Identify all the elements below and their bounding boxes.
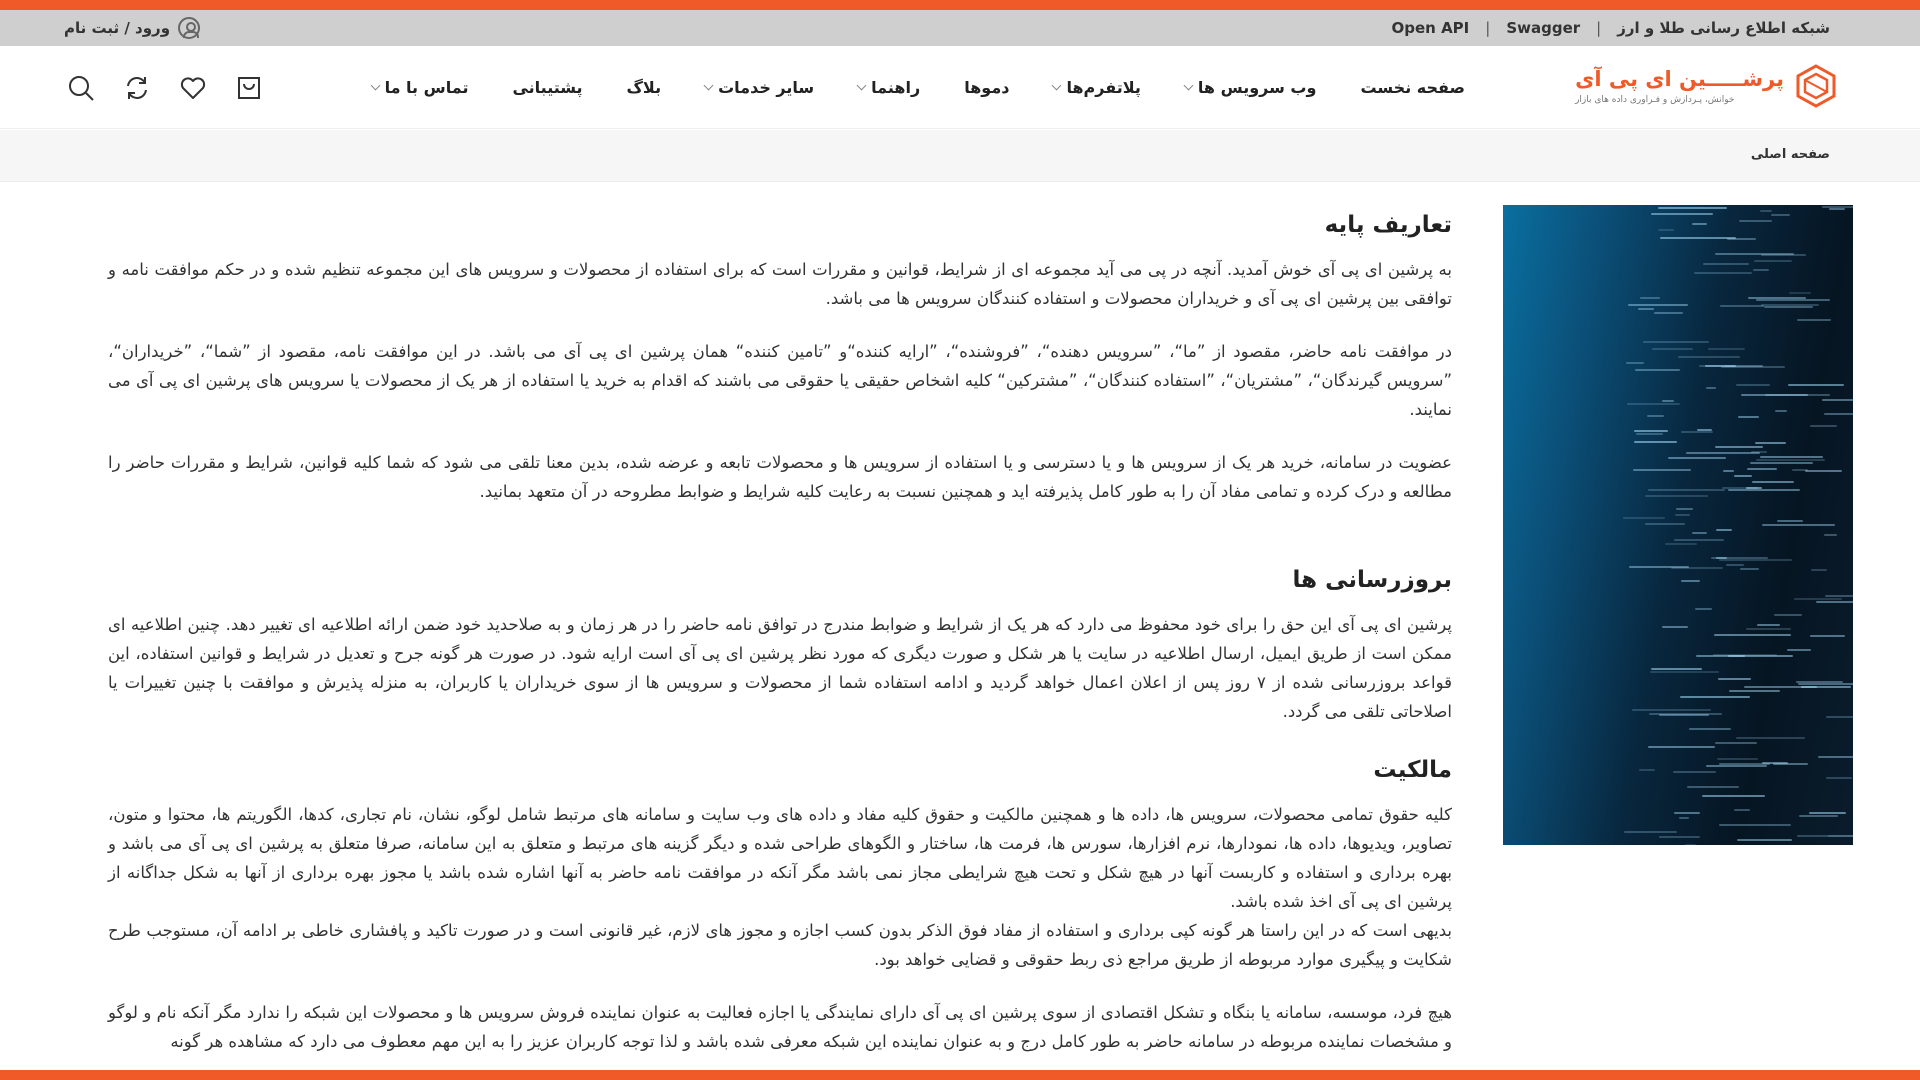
user-icon (178, 17, 200, 39)
code-line (1757, 624, 1781, 626)
paragraph: کلیه حقوق تمامی محصولات، سرویس ها، داده ها و همچنین مالکیت و حقوق کلیه مفاد و داده های وب سایت و سامانه های مرتبط شامل لوگو، نشان، نام تجاری، کدها، الگوریتم ها، محتوا و متون، تصاویر، ویدیوها، داده ها، نمودارها، نرم افزارها، سورس ها، فرمت ها، ساختار و الگوهای طراحی شده و دیگر گزینه های مرتبط و متعلق به این سامانه، صرفا متعلق به پرشین ای پی آی می باشد و بهره برداری و استفاده و کاربست آنها در هیچ شکل و تحت هیچ شرایطی مجاز نمی باشد مگر آنکه در موافقت نامه حاضر به آنها اشاره شده باشد یا مجوز بهره برداری از آنها به شکل جداگانه از پرشین ای پی آی اخذ شده باشد. (108, 805, 1452, 911)
code-line (1659, 836, 1700, 838)
topbar-links (1392, 19, 1831, 37)
nav-label: دموها (964, 78, 1010, 97)
code-line (1826, 777, 1852, 779)
cart-icon[interactable] (234, 73, 264, 103)
code-line (1695, 608, 1711, 610)
code-line (1799, 815, 1837, 817)
code-line (1734, 809, 1750, 811)
code-line (1750, 462, 1813, 464)
terms-content (108, 205, 1452, 1080)
nav-guide[interactable] (858, 78, 920, 97)
code-line (1762, 524, 1835, 526)
code-line (1636, 433, 1662, 435)
code-line (1639, 769, 1655, 771)
code-line (1658, 207, 1727, 209)
top-accent-strip (0, 0, 1920, 10)
code-line (1798, 683, 1853, 685)
nav-demos[interactable] (964, 78, 1009, 97)
code-line (1816, 601, 1853, 603)
code-line (1825, 595, 1853, 597)
paragraph: بدیهی است که در این راستا هر گونه کپی برداری و استفاده از مفاد فوق الذکر بدون کسب اجازه و مجوز های لازم، غیر قانونی است و در صورت تاکید و پافشاری خاطی بر ادامه آن، مستوجب طرح شکایت و پیگیری موارد مربوطه از طریق مراجع ذی ربط حقوقی و قضایی خواهد بود. (108, 921, 1452, 969)
code-line (1706, 387, 1716, 389)
main-nav (372, 46, 1465, 129)
code-line (1756, 459, 1825, 461)
nav-label: وب سرویس ها (1197, 78, 1317, 97)
code-line (1626, 362, 1645, 364)
code-line (1643, 341, 1709, 343)
paragraph: هیچ فرد، موسسه، سامانه یا بنگاه و تشکل اقتصادی از سوی پرشین ای پی آی دارای نمایندگی یا اجازه فعالیت به عنوان نماینده فروش سرویس ها و محصولات این شبکه را ندارد مگر آنکه نام و لوگو و مشخصات نماینده مربوطه در سامانه حاضر به طور کامل درج و به عنوان نماینده این شبکه معرفی شده باشد و لذا توجه کاربران عزیز را به این مهم معطوف می دارد که مشاهده هر گونه (108, 1003, 1452, 1051)
code-line (1681, 580, 1700, 582)
code-line (1692, 223, 1706, 225)
code-line (1659, 714, 1709, 716)
code-line (1755, 442, 1786, 444)
code-line (1654, 312, 1683, 314)
paragraph: به پرشین ای پی آی خوش آمدید. آنچه در پی می آید مجموعه ای از شرایط، قوانین و مقررات است که برای استفاده از محصولات و سرویس های این مجموعه تنظیم شده و در حکم موافقت نامه و توافقی بین پرشین ای پی آی و خریداران محصولات و استفاده کنندگان سرویس ها می باشد. (108, 260, 1452, 308)
code-line (1809, 812, 1846, 814)
code-line (1747, 468, 1777, 470)
code-line (1623, 517, 1665, 519)
nav-contact[interactable] (372, 78, 469, 97)
header-tools (66, 73, 264, 103)
code-line (1702, 795, 1765, 797)
logo-mark-icon (1794, 64, 1838, 108)
code-line (1723, 470, 1734, 472)
code-line (1676, 508, 1692, 510)
code-line (1673, 771, 1716, 773)
code-line (1660, 237, 1736, 239)
code-line (1826, 716, 1853, 718)
code-line (1689, 728, 1731, 730)
code-lines-decoration (1503, 205, 1853, 845)
code-line (1760, 210, 1771, 212)
bottom-accent-strip (0, 1070, 1920, 1080)
nav-label: بلاگ (626, 78, 662, 97)
login-register-link[interactable] (64, 17, 200, 39)
code-line (1717, 758, 1758, 760)
code-line (1715, 446, 1763, 448)
nav-web-services[interactable] (1185, 78, 1317, 97)
code-line (1822, 399, 1853, 401)
code-line (1632, 709, 1711, 711)
section-title-ownership: مالکیت (1373, 757, 1452, 783)
code-line (1760, 456, 1823, 458)
code-line (1829, 208, 1846, 210)
code-line (1773, 763, 1808, 765)
code-line (1818, 756, 1853, 758)
code-line (1629, 566, 1688, 568)
code-line (1651, 213, 1713, 215)
section-title-definitions: تعاریف پایه (1324, 212, 1452, 238)
code-line (1828, 835, 1853, 837)
code-line (1756, 299, 1830, 301)
search-icon[interactable] (66, 73, 96, 103)
code-line (1740, 568, 1759, 570)
chevron-down-icon (1052, 81, 1062, 91)
topbar-separator: | (1596, 19, 1602, 37)
code-line (1775, 410, 1787, 412)
nav-blog[interactable] (627, 78, 662, 97)
code-line (1675, 514, 1690, 516)
paragraph: پرشین ای پی آی این حق را برای خود محفوظ می دارد که هر یک از شرایط و ضوابط مندرج در توافق نامه حاضر را در هر زمان و به صلاحدید خود ضمن ارائه اطلاعیه ای تغییر دهد. چنین اطلاعیه ای ممکن است از طریق ایمیل، ارسال اطلاعیه در سایت یا هر شکل و صورت دیگری که مورد نظر پرشین ای پی آی است ارایه شود. در صورت هر گونه جرح و تعدیل در شرایط و قوانین استفاده، این قواعد بروزرسانی شده از ۷ روز پس از اعلان اعمال خواهد گردید و ادامه استفاده شما از محصولات و سرویس ها از سوی خریداران یا کاربران، به منزله پذیرش و موافقت با چنین تغییرات یا اصلاحاتی تلقی می گردد. (108, 615, 1452, 721)
code-line (1674, 539, 1724, 541)
code-line (1687, 786, 1739, 788)
code-line (1810, 425, 1837, 427)
top-bar (0, 10, 1920, 46)
code-line (1797, 319, 1831, 321)
code-line (1645, 495, 1708, 497)
code-line (1716, 529, 1731, 531)
code-line (1680, 696, 1750, 698)
login-label: ورود / ثبت نام (64, 19, 171, 37)
code-line (1824, 534, 1836, 536)
nav-label: پلاتفرم‌ها (1066, 78, 1141, 97)
code-line (1744, 686, 1817, 688)
nav-label: راهنما (871, 78, 921, 97)
code-line (1634, 441, 1677, 443)
code-line (1694, 272, 1752, 274)
site-logo[interactable] (1575, 64, 1838, 108)
code-line (1703, 263, 1749, 265)
code-line (1640, 297, 1660, 299)
code-line (1754, 260, 1792, 262)
chevron-down-icon (370, 81, 380, 91)
code-line (1771, 214, 1790, 216)
code-line (1726, 564, 1744, 566)
code-line (1752, 481, 1794, 483)
code-line (1708, 348, 1745, 350)
code-line (1679, 817, 1689, 819)
breadcrumb-bar (0, 130, 1920, 182)
code-line (1662, 400, 1674, 402)
nav-label: صفحه نخست (1360, 78, 1465, 97)
nav-home[interactable] (1360, 78, 1465, 97)
code-line (1736, 737, 1805, 739)
code-line (1719, 559, 1792, 561)
section-title-updates: بروزرسانی ها (1292, 567, 1452, 593)
code-line (1662, 626, 1688, 628)
breadcrumb-home[interactable]: صفحه اصلی (1750, 147, 1830, 162)
code-line (1720, 305, 1764, 307)
code-line (1668, 457, 1726, 459)
heart-icon[interactable] (178, 73, 208, 103)
open-api-link[interactable]: Open API (1391, 19, 1470, 37)
swagger-link[interactable]: Swagger (1506, 19, 1581, 37)
code-line (1651, 668, 1702, 670)
code-line (1794, 598, 1842, 600)
code-line (1624, 831, 1678, 833)
logo-subtitle: خوانش، پـردازش و فـراوری داده های بازار (1575, 95, 1735, 105)
topbar-separator: | (1485, 19, 1491, 37)
code-line (1665, 543, 1697, 545)
code-line (1647, 415, 1664, 417)
code-line (1761, 304, 1818, 306)
code-line (1787, 649, 1811, 651)
code-line (1648, 746, 1715, 748)
chevron-down-icon (1183, 81, 1193, 91)
code-line (1658, 229, 1674, 231)
nav-support[interactable] (512, 78, 582, 97)
gold-currency-network-link[interactable]: شبکه اطلاع رسانی طلا و ارز (1617, 19, 1830, 37)
paragraph: عضویت در سامانه، خرید هر یک از سرویس ها و یا دسترسی و یا استفاده از سرویس ها و محصولات تابعه و عرضه شده، بدین معنا تلقی می شود که شما کلیه قوانین، شرایط و مقررات حاضر را مطالعه و درک کرده و تمامی مفاد آن را به طور کامل پذیرفته اید و همچنین نسبت به رعایت کلیه شرایط و ضوابط مطروحه در آن متعهد بمانید. (108, 453, 1452, 501)
code-line (1737, 839, 1791, 841)
code-line (1715, 742, 1757, 744)
code-line (1633, 469, 1691, 471)
code-line (1729, 690, 1780, 692)
code-line (1674, 812, 1701, 814)
nav-other-services[interactable] (705, 78, 814, 97)
code-line (1652, 348, 1694, 350)
chevron-down-icon (704, 81, 714, 91)
code-line (1706, 765, 1767, 767)
nav-label: پشتیبانی (512, 78, 583, 97)
code-line (1719, 824, 1791, 826)
code-line (1739, 220, 1772, 222)
code-line (1715, 253, 1793, 255)
code-line (1805, 470, 1842, 472)
code-line (1627, 403, 1680, 405)
code-line (1764, 306, 1813, 308)
paragraph: در موافقت نامه حاضر، مقصود از ”ما“، ”سرویس دهنده“، ”فروشنده“، ”ارایه کننده“و ”تامین کننده“ همان پرشین ای پی آی می باشد. در این موافقت نامه، مقصود از ”شما“، ”خریداران“، ”سرویس گیرندگان“، ”مشتریان“، ”استفاده کنندگان“، ”مشترکین“ کلیه اشخاص حقیقی یا حقوقی می باشند که اقدام به خرید یا استفاده از هر یک از محصولات یا سرویس های پرشین ای پی آی می نمایند. (108, 342, 1452, 419)
code-line (1645, 523, 1684, 525)
code-line (1716, 557, 1727, 559)
code-line (1638, 308, 1655, 310)
code-line (1741, 394, 1808, 396)
code-line (1753, 269, 1769, 271)
code-line (1727, 238, 1757, 240)
code-line (1734, 475, 1752, 477)
code-line (1714, 634, 1791, 636)
chevron-down-icon (857, 81, 867, 91)
code-line (1628, 304, 1687, 306)
code-line (1718, 678, 1752, 680)
code-line (1681, 431, 1713, 433)
code-line (1788, 384, 1844, 386)
code-line (1738, 416, 1759, 418)
code-screen-image (1503, 205, 1853, 845)
code-line (1650, 671, 1720, 673)
code-line (1728, 489, 1800, 491)
nav-platforms[interactable] (1053, 78, 1140, 97)
nav-label: تماس با ما (384, 78, 469, 97)
code-line (1777, 520, 1803, 522)
code-line (1648, 489, 1725, 491)
code-line (1810, 635, 1845, 637)
nav-label: سایر خدمات (718, 78, 815, 97)
refresh-icon[interactable] (122, 73, 152, 103)
code-line (1746, 628, 1790, 630)
code-line (1722, 487, 1758, 489)
code-line (1696, 655, 1745, 657)
code-line (1686, 452, 1759, 454)
code-line (1811, 569, 1827, 571)
code-line (1824, 413, 1853, 415)
code-line (1692, 532, 1707, 534)
main-header (0, 46, 1920, 129)
code-line (1774, 614, 1803, 616)
code-line (1736, 384, 1770, 386)
code-line (1789, 292, 1811, 294)
code-line (1685, 844, 1696, 845)
code-line (1635, 369, 1680, 371)
code-line (1678, 356, 1740, 358)
code-line (1634, 430, 1668, 432)
logo-title: پرشـــــین ای پی آی (1575, 67, 1784, 91)
